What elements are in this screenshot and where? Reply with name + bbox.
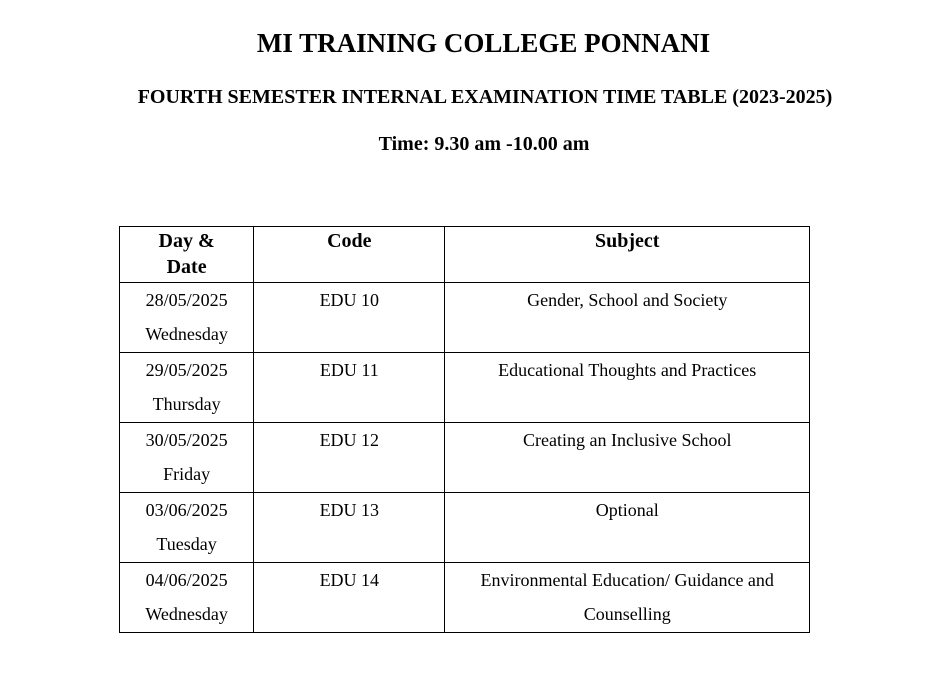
- code-cell: EDU 11: [254, 353, 445, 423]
- subject-text: Creating an Inclusive School: [523, 430, 732, 450]
- header-day-date: [120, 227, 254, 283]
- day-date-cell: [120, 563, 254, 633]
- day-date-cell: [120, 283, 254, 353]
- subject-text: Educational Thoughts and Practices: [498, 360, 757, 380]
- table-row: [120, 563, 810, 633]
- subject-text: Optional: [595, 500, 659, 520]
- table-row: [120, 283, 810, 353]
- exam-time: Time: 9.30 am -10.00 am: [378, 133, 590, 155]
- table-row: [120, 353, 810, 423]
- subject-cell: [445, 493, 810, 563]
- subject-text: Environmental Education/ Guidance and: [480, 570, 774, 590]
- day-date-cell: [120, 423, 254, 493]
- day-text: Friday: [163, 464, 211, 484]
- date-text: 29/05/2025: [145, 360, 228, 380]
- day-text: Wednesday: [145, 604, 228, 624]
- table-row: [120, 423, 810, 493]
- subject-cell: [445, 283, 810, 353]
- code-cell: EDU 12: [254, 423, 445, 493]
- table-row: [120, 493, 810, 563]
- page-subtitle: FOURTH SEMESTER INTERNAL EXAMINATION TIME TABLE (2023-2025): [137, 86, 833, 108]
- subject-text: Gender, School and Society: [527, 290, 728, 310]
- header-day-label: Day &: [158, 230, 215, 252]
- date-text: 03/06/2025: [145, 500, 228, 520]
- timetable: [119, 226, 810, 633]
- day-text: Wednesday: [145, 324, 228, 344]
- day-date-cell: [120, 493, 254, 563]
- header-code: Code: [254, 227, 445, 283]
- day-date-cell: [120, 353, 254, 423]
- code-cell: EDU 10: [254, 283, 445, 353]
- code-cell: EDU 13: [254, 493, 445, 563]
- page-title: MI TRAINING COLLEGE PONNANI: [256, 28, 711, 58]
- code-cell: EDU 14: [254, 563, 445, 633]
- subject-text-continued: Counselling: [583, 604, 671, 624]
- date-text: 28/05/2025: [145, 290, 228, 310]
- subject-cell: [445, 563, 810, 633]
- day-text: Tuesday: [156, 534, 217, 554]
- day-text: Thursday: [152, 394, 221, 414]
- subject-cell: [445, 353, 810, 423]
- date-text: 04/06/2025: [145, 570, 228, 590]
- table-header-row: [120, 227, 810, 283]
- header-subject: Subject: [445, 227, 810, 283]
- subject-cell: [445, 423, 810, 493]
- header-date-label: Date: [166, 256, 207, 278]
- date-text: 30/05/2025: [145, 430, 228, 450]
